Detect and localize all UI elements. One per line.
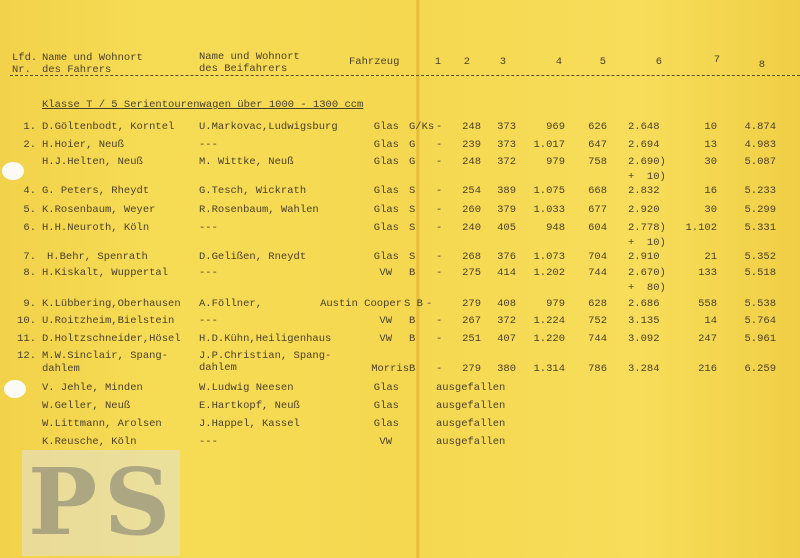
vehicle-group: S: [409, 251, 416, 263]
row-number: 1.: [23, 121, 36, 133]
col-6: 3.135: [628, 315, 660, 327]
header-col-5: 5: [599, 56, 606, 68]
row-number: 11.: [17, 333, 36, 345]
vehicle-make: Glas: [373, 139, 399, 151]
vehicle-group: S B: [404, 298, 423, 310]
col-4: 979: [546, 298, 565, 310]
codriver-name: J.P.Christian, Spang-: [199, 350, 332, 362]
col-1: -: [436, 363, 443, 375]
punch-hole: [2, 162, 24, 180]
driver-name-cont: dahlem: [42, 363, 80, 375]
col-7: 30: [704, 204, 717, 216]
codriver-name: A.Föllner,: [199, 298, 263, 310]
row-number: 5.: [23, 204, 36, 216]
driver-name: K.Rosenbaum, Weyer: [42, 204, 156, 216]
codriver-name: U.Markovac,Ludwigsburg: [199, 121, 338, 133]
col-4: 1.075: [533, 185, 565, 197]
driver-name: H.Behr, Spenrath: [47, 251, 148, 263]
col-4: 1.314: [533, 363, 565, 375]
header-col-6: 6: [655, 56, 662, 68]
fold-line: [416, 0, 420, 558]
col-6: 3.092: [628, 333, 660, 345]
col-4: 969: [546, 121, 565, 133]
vehicle-make: VW: [379, 315, 392, 327]
col-8: 6.259: [744, 363, 776, 375]
col-6: 2.690): [628, 156, 666, 168]
col-1: -: [436, 185, 443, 197]
driver-name: D.Holtzschneider,Hösel: [42, 333, 181, 345]
vehicle-make: Glas: [373, 156, 399, 168]
col-4: 1.202: [533, 267, 565, 279]
col-1: -: [436, 204, 443, 216]
driver-name: W.Littmann, Arolsen: [42, 418, 162, 430]
col-3: 407: [497, 333, 516, 345]
status-retired: ausgefallen: [436, 418, 506, 430]
col-7: 14: [704, 315, 717, 327]
col-2: 254: [462, 185, 481, 197]
col-7: 16: [704, 185, 717, 197]
col-4: 1.017: [533, 139, 565, 151]
codriver-name: ---: [199, 222, 218, 234]
col-5: 786: [588, 363, 607, 375]
col-3: 373: [497, 139, 516, 151]
ps-logo-watermark: [22, 450, 180, 556]
col-7: 247: [698, 333, 717, 345]
row-number: 4.: [23, 185, 36, 197]
header-divider: [10, 75, 800, 76]
row-number: 7.: [23, 251, 36, 263]
col-6: 2.648: [628, 121, 660, 133]
header-driver-1: Name und Wohnort: [42, 52, 143, 64]
col-3: 376: [497, 251, 516, 263]
col-3: 372: [497, 156, 516, 168]
col-1: -: [436, 315, 443, 327]
col-5: 758: [588, 156, 607, 168]
row-number: 6.: [23, 222, 36, 234]
col-3: 373: [497, 121, 516, 133]
header-col-8: 8: [758, 59, 765, 71]
col-4: 1.073: [533, 251, 565, 263]
col-1: -: [436, 267, 443, 279]
col-5: 744: [588, 267, 607, 279]
col-2: 248: [462, 156, 481, 168]
col-3: 380: [497, 363, 516, 375]
col-7: 21: [704, 251, 717, 263]
row-number: 2.: [23, 139, 36, 151]
status-retired: ausgefallen: [436, 436, 506, 448]
vehicle-group: S: [409, 185, 416, 197]
col-6-penalty: + 10): [628, 237, 666, 249]
col-6: 2.910: [628, 251, 660, 263]
driver-name: D.Göltenbodt, Korntel: [42, 121, 175, 133]
punch-hole: [4, 380, 26, 398]
driver-name: W.Geller, Neuß: [42, 400, 131, 412]
col-5: 626: [588, 121, 607, 133]
col-5: 647: [588, 139, 607, 151]
driver-name: M.W.Sinclair, Spang-: [42, 350, 169, 362]
col-2: 268: [462, 251, 481, 263]
col-4: 1.224: [533, 315, 565, 327]
col-2: 260: [462, 204, 481, 216]
col-1: -: [436, 121, 443, 133]
col-1: -: [426, 298, 433, 310]
vehicle-group: B: [409, 267, 416, 279]
row-number: 9.: [23, 298, 36, 310]
col-7: 13: [704, 139, 717, 151]
row-number: 12.: [17, 350, 36, 362]
header-codriver-1: Name und Wohnort: [199, 51, 300, 63]
col-5: 628: [588, 298, 607, 310]
col-8: 5.518: [744, 267, 776, 279]
col-6: 3.284: [628, 363, 660, 375]
col-7: 216: [698, 363, 717, 375]
col-3: 389: [497, 185, 516, 197]
row-number: 8.: [23, 267, 36, 279]
vehicle-make: Austin Cooper: [320, 298, 402, 310]
vehicle-make: Glas: [373, 251, 399, 263]
col-7: 133: [698, 267, 717, 279]
col-6-penalty: + 80): [628, 282, 666, 294]
codriver-name: D.Gelißen, Rneydt: [199, 251, 307, 263]
vehicle-make: VW: [379, 333, 392, 345]
vehicle-make: Glas: [373, 418, 399, 430]
col-8: 5.764: [744, 315, 776, 327]
vehicle-make: VW: [379, 436, 392, 448]
driver-name: K.Reusche, Köln: [42, 436, 137, 448]
col-4: 1.220: [533, 333, 565, 345]
header-codriver-2: des Beifahrers: [199, 63, 288, 75]
vehicle-make: Glas: [373, 121, 399, 133]
col-6: 2.670): [628, 267, 666, 279]
driver-name: G. Peters, Rheydt: [42, 185, 150, 197]
status-retired: ausgefallen: [436, 400, 506, 412]
logo-letter-p: P: [28, 450, 98, 556]
vehicle-make: Glas: [373, 222, 399, 234]
col-2: 239: [462, 139, 481, 151]
logo-letter-s: S: [104, 450, 171, 556]
codriver-name-cont: dahlem: [199, 362, 237, 374]
col-4: 979: [546, 156, 565, 168]
col-8: 4.983: [744, 139, 776, 151]
col-7: 30: [704, 156, 717, 168]
col-6: 2.686: [628, 298, 660, 310]
vehicle-group: G: [409, 156, 416, 168]
codriver-name: ---: [199, 436, 218, 448]
vehicle-group: B: [409, 363, 416, 375]
vehicle-make: VW: [379, 267, 392, 279]
col-2: 267: [462, 315, 481, 327]
vehicle-make: Glas: [373, 185, 399, 197]
col-5: 744: [588, 333, 607, 345]
col-6: 2.694: [628, 139, 660, 151]
col-1: -: [436, 139, 443, 151]
driver-name: H.Kiskalt, Wuppertal: [42, 267, 169, 279]
col-8: 5.538: [744, 298, 776, 310]
header-col-3: 3: [499, 56, 506, 68]
codriver-name: J.Happel, Kassel: [199, 418, 300, 430]
header-driver-2: des Fahrers: [42, 64, 112, 76]
col-1: -: [436, 251, 443, 263]
header-nr-2: Nr.: [12, 64, 31, 76]
col-2: 251: [462, 333, 481, 345]
header-col-2: 2: [463, 56, 470, 68]
col-1: -: [436, 333, 443, 345]
codriver-name: ---: [199, 315, 218, 327]
header-nr-1: Lfd.: [12, 52, 38, 64]
codriver-name: E.Hartkopf, Neuß: [199, 400, 300, 412]
driver-name: U.Roitzheim,Bielstein: [42, 315, 175, 327]
driver-name: H.Hoier, Neuß: [42, 139, 124, 151]
status-retired: ausgefallen: [436, 382, 506, 394]
col-3: 379: [497, 204, 516, 216]
col-8: 5.961: [744, 333, 776, 345]
codriver-name: G.Tesch, Wickrath: [199, 185, 307, 197]
col-5: 677: [588, 204, 607, 216]
vehicle-make: Glas: [373, 400, 399, 412]
col-4: 1.033: [533, 204, 565, 216]
vehicle-group: G: [409, 139, 416, 151]
col-5: 668: [588, 185, 607, 197]
col-8: 4.874: [744, 121, 776, 133]
driver-name: H.J.Helten, Neuß: [42, 156, 143, 168]
vehicle-group: G/Ks: [409, 121, 435, 133]
col-8: 5.233: [744, 185, 776, 197]
col-6-penalty: + 10): [628, 171, 666, 183]
col-2: 279: [462, 298, 481, 310]
header-col-7: 7: [713, 54, 720, 66]
codriver-name: M. Wittke, Neuß: [199, 156, 294, 168]
col-1: -: [436, 222, 443, 234]
col-2: 275: [462, 267, 481, 279]
driver-name: V. Jehle, Minden: [42, 382, 143, 394]
col-5: 704: [588, 251, 607, 263]
header-col-1: 1: [434, 56, 441, 68]
col-6: 2.920: [628, 204, 660, 216]
col-8: 5.299: [744, 204, 776, 216]
col-2: 279: [462, 363, 481, 375]
col-3: 372: [497, 315, 516, 327]
vehicle-make: Glas: [373, 204, 399, 216]
driver-name: K.Lübbering,Oberhausen: [42, 298, 181, 310]
driver-name: H.H.Neuroth, Köln: [42, 222, 150, 234]
vehicle-make: Glas: [373, 382, 399, 394]
col-2: 248: [462, 121, 481, 133]
col-7: 10: [704, 121, 717, 133]
vehicle-group: B: [409, 315, 416, 327]
codriver-name: H.D.Kühn,Heiligenhaus: [199, 333, 332, 345]
col-6: 2.832: [628, 185, 660, 197]
header-col-4: 4: [555, 56, 562, 68]
vehicle-make: Morris: [371, 363, 409, 375]
codriver-name: R.Rosenbaum, Wahlen: [199, 204, 319, 216]
col-3: 414: [497, 267, 516, 279]
class-title: Klasse T / 5 Serientourenwagen über 1000 - 1300 ccm: [42, 99, 364, 111]
col-3: 405: [497, 222, 516, 234]
col-5: 752: [588, 315, 607, 327]
row-number: 10.: [17, 315, 36, 327]
vehicle-group: S: [409, 204, 416, 216]
col-8: 5.352: [744, 251, 776, 263]
vehicle-group: S: [409, 222, 416, 234]
col-7: 1.102: [685, 222, 717, 234]
codriver-name: ---: [199, 139, 218, 151]
col-4: 948: [546, 222, 565, 234]
vehicle-group: B: [409, 333, 416, 345]
col-7: 558: [698, 298, 717, 310]
codriver-name: ---: [199, 267, 218, 279]
col-2: 240: [462, 222, 481, 234]
col-1: -: [436, 156, 443, 168]
header-vehicle: Fahrzeug: [349, 56, 400, 68]
col-3: 408: [497, 298, 516, 310]
col-6: 2.778): [628, 222, 666, 234]
col-5: 604: [588, 222, 607, 234]
col-8: 5.087: [744, 156, 776, 168]
col-8: 5.331: [744, 222, 776, 234]
codriver-name: W.Ludwig Neesen: [199, 382, 294, 394]
